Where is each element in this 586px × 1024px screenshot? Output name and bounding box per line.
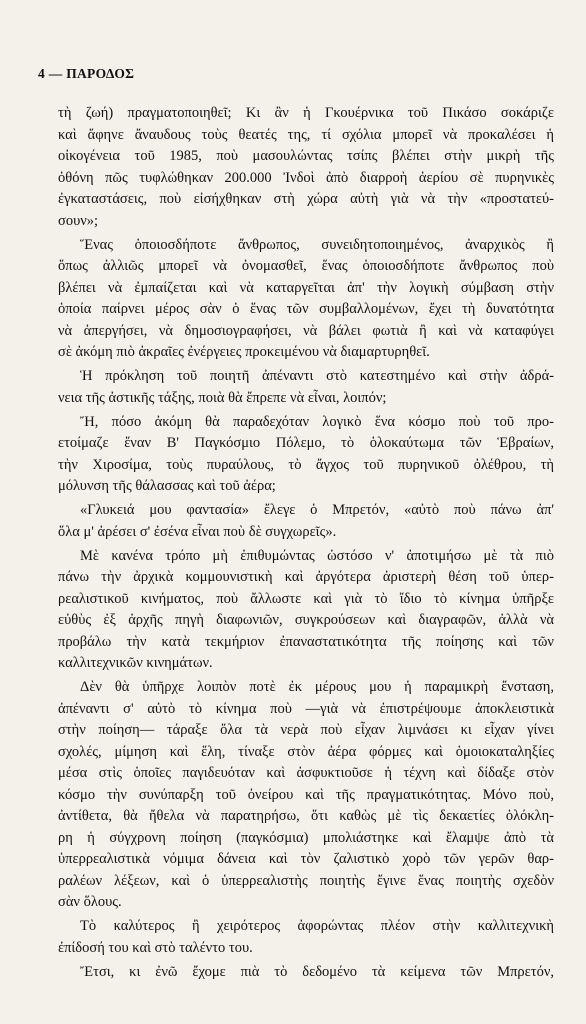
text-line: Ἤ, πόσο ἀκόμη θὰ παραδεχόταν λογικὸ ἕνα κόσμο ποὺ τοῦ προ- [80,413,554,430]
text-line: ὅπως ἀλλιῶς μπορεῖ νὰ ὀνομασθεῖ, ἕνας ὁποιοσδήποτε ἄνθρωπος ποὺ [58,258,554,274]
text-line: προβάλω τὴν κατὰ τεκμήριον ἐπαναστατικότητα τῆς ποίησης καὶ τῶν [58,633,554,650]
text-line: νεια τῆς ἀστικῆς τάξης, ποιὰ θὰ ἔπρεπε νὰ εἶναι, λοιπόν; [58,389,387,406]
text-line: ὁποία παίρνει μέρος σὰν ὁ ἕνας τῶν συμβαλλομένων, ἔχει τὴ δυνατότητα [58,301,554,317]
text-line: βλέπει νὰ ἐμπαίζεται καὶ νὰ καταργεῖται ἀπ' τὴν λογικὴ σύμβαση στὴν [58,279,554,296]
text-line: εὐθὺς ἐξ ἀρχῆς πηγὴ διαφωνιῶν, συγκρούσεων καὶ διαγραφῶν, ἀλλὰ νὰ [58,612,554,628]
running-header: 4 — ΠΑΡΟΔΟΣ [38,66,135,81]
text-line: ἀντίθετα, θὰ ἤθελα νὰ παρατηρήσω, ὅτι καθὼς μὲ τὶς δεκαετίες ὁλόκλη- [58,808,554,824]
text-line: μόλυνση τῆς θάλασσας καὶ τοῦ ἀέρα; [58,478,276,494]
text-line: ρη ἡ σύγχρονη ποίηση (παγκόσμια) μπολιάστηκε καὶ ἔλαμψε ἀπὸ τὰ [58,829,554,846]
text-line: σὰν ὅλους. [58,894,122,910]
text-line: σχολές, μίμηση καὶ ἕλη, τίναξε στὸν ἀέρα φόρμες καὶ ὁμοιοκαταληξίες [58,743,554,760]
text-line: πάνω τὴν ἀρχικὰ κομμουνιστικὴ καὶ ἀργότερα ἀριστερὴ θέση τοῦ ὑπερ- [58,569,554,585]
text-line: μέσα στὶς ὁποῖες παγιδευόταν καὶ ἀσφυκτιοῦσε ἡ τέχνη καὶ δίδαξε στὸν [58,765,554,781]
text-line: τὴν Χιροσίμα, τοὺς πυραύλους, τὸ ἄγχος τοῦ πυρηνικοῦ ὀλέθρου, τὴ [58,456,554,473]
text-line: ὀθόνη πῶς τυφλώθηκαν 200.000 Ἰνδοὶ ἀπὸ διαρροὴ ἀερίου σὲ πυρηνικὲς [58,169,554,186]
text-line: σουν»; [58,212,99,229]
text-line: κόσμο τὴν συνύπαρξη τοῦ ὀνείρου καὶ τῆς πραγματικότητας. Μόνο ποὺ, [58,786,554,803]
text-line: ὑπερρεαλιστικὰ νόμιμα δάνεια καὶ τὸν ζαλιστικὸ χορὸ τῶν γερῶν θαρ- [58,851,554,867]
text-line: Ἡ πρόκληση τοῦ ποιητῆ ἀπέναντι στὸ κατεστημένο καὶ στὴν ἀδρά- [80,368,554,384]
text-line: Ἕνας ὁποιοσδήποτε ἄνθρωπος, συνειδητοποιημένος, ἀναρχικὸς ἢ [80,236,554,253]
text-line: νὰ ἀπεργήσει, νὰ δημοσιογραφήσει, νὰ βάλει φωτιὰ ἢ καὶ νὰ καταφύγει [58,322,554,339]
text-line: ἐγκαταστάσεις, ποὺ εἰσήχθηκαν στὴ χώρα αὐτὴ γιὰ νὰ τὴν «προστατεύ- [58,191,554,207]
text-line: «Γλυκειά μου φαντασία» ἔλεγε ὁ Μπρετόν, «αὐτὸ ποὺ πάνω ἀπ' [80,502,554,518]
text-line: στὴν ποίηση— τάραξε ὅλα τὰ νερὰ ποὺ εἶχαν λιμνάσει κι εἶχαν γίνει [58,722,554,738]
text-line: Ἔτσι, κι ἐνῶ ἔχομε πιὰ τὸ δεδομένο τὰ κείμενα τῶν Μπρετόν, [80,963,554,980]
text-line: σὲ ἀκόμη πιὸ ἀκραῖες ἐνέργειες προκειμένου νὰ διαμαρτυρηθεῖ. [58,344,430,360]
text-line: καὶ ἄφηνε ἄναυδους τοὺς θεατές της, τί σχόλια μπορεῖ νὰ προκαλέσει ἡ [58,126,554,143]
text-line: καλλιτεχνικῶν κινημάτων. [58,655,213,671]
text-line: Δὲν θὰ ὑπῆρχε λοιπὸν ποτὲ ἐκ μέρους μου ἡ παραμικρὴ ἔνσταση, [80,679,554,695]
text-line: ἀπέναντι σ' αὐτὸ τὸ κίνημα ποὺ —γιὰ νὰ ἐπιστρέψουμε ἀποκλειστικὰ [58,700,554,717]
text-line: ραλέων λέξεων, καὶ ὁ ὑπερρεαλιστὴς ποιητὴς ἔγινε ἕνας ποιητὴς σχεδὸν [58,872,554,889]
text-line: ετοίμαζε ἕναν Β' Παγκόσμιο Πόλεμο, τὸ ὁλοκαύτωμα τῶν Ἑβραίων, [58,435,554,451]
text-line: Μὲ κανένα τρόπο μὴ ἐπιθυμώντας ὡστόσο ν' ἀποτιμήσω μὲ τὰ πιὸ [80,547,554,564]
text-line: Τὸ καλύτερος ἢ χειρότερος ἀφορώντας πλέον στὴν καλλιτεχνικὴ [80,918,554,934]
text-line: οἰκογένεια τοῦ 1985, ποὺ μασουλώντας τσίπς βλέπει στὴν μικρὴ τῆς [58,148,554,164]
text-line: ρεαλιστικοῦ κινήματος, ποὺ ἄλλωστε καὶ γιὰ τὸ ἴδιο τὸ κίνημα ὑπῆρξε [58,590,554,607]
text-line: τὴ ζωή) πραγματοποιηθεῖ; Κι ἂν ἡ Γκουέρνικα τοῦ Πικάσο σοκάριζε [58,105,554,121]
text-line: ἐπίδοσή του καὶ στὸ ταλέντο του. [58,939,253,956]
text-line: ὅλα μ' ἀρέσει σ' ἐσένα εἶναι ποὺ δὲ συγχωρεῖς». [58,523,337,540]
